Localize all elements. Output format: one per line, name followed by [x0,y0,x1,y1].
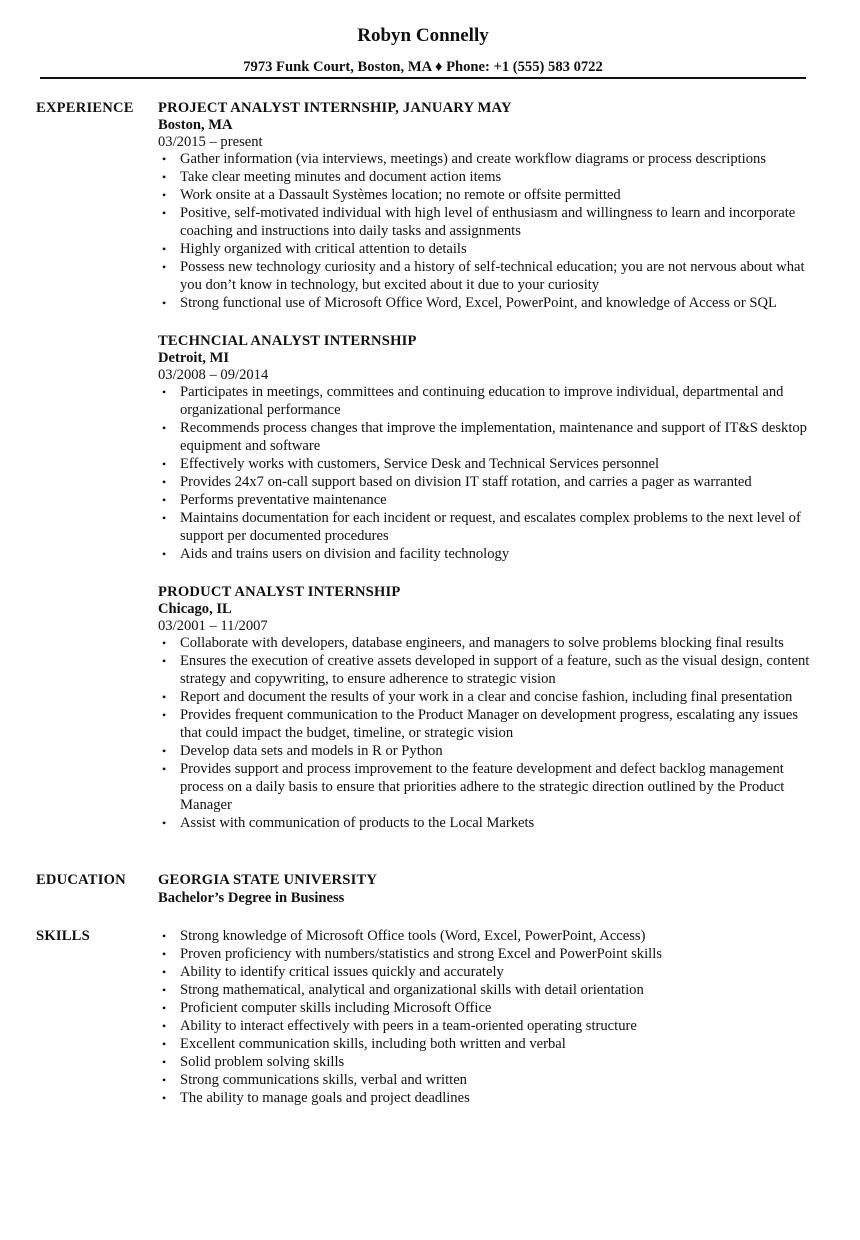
bullet-icon: • [162,690,167,704]
list-item [158,204,818,240]
job-location: Boston, MA [158,117,233,133]
section-label-skills: SKILLS [36,928,90,944]
skill-text: Solid problem solving skills [180,1054,345,1070]
job-title: PRODUCT ANALYST INTERNSHIP [158,584,401,600]
section-label-education: EDUCATION [36,872,126,888]
bullet-icon: • [162,1019,167,1033]
bullet-text: Provides 24x7 on-call support based on division IT staff rotation, and carries a pager as warranted [180,474,752,490]
bullet-text: Assist with communication of products to the Local Markets [180,815,535,831]
list-item [158,742,818,760]
job-title: TECHNCIAL ANALYST INTERNSHIP [158,333,417,349]
experience-body [158,99,818,852]
bullet-icon: • [162,493,167,507]
list-item [158,760,818,814]
bullet-icon: • [162,385,167,399]
candidate-name: Robyn Connelly [357,25,489,46]
bullet-icon: • [162,242,167,256]
list-item [158,1071,818,1089]
list-item [158,240,818,258]
bullet-icon: • [162,457,167,471]
bullet-icon: • [162,188,167,202]
list-item [158,634,818,652]
job-location: Detroit, MI [158,350,230,366]
job-dates: 03/2001 – 11/2007 [158,618,268,634]
bullet-icon: • [162,654,167,668]
bullet-icon: • [162,547,167,561]
list-item [158,999,818,1017]
list-item [158,258,818,294]
job-title: PROJECT ANALYST INTERNSHIP, JANUARY MAY [158,100,512,116]
bullet-text: Highly organized with critical attention to details [180,241,467,257]
list-item [158,150,818,168]
list-item [158,1035,818,1053]
header-divider [40,77,806,79]
list-item [158,294,818,312]
bullet-icon: • [162,152,167,166]
bullet-icon: • [162,170,167,184]
bullet-icon: • [162,296,167,310]
bullet-icon: • [162,929,167,943]
skill-text: Proficient computer skills including Microsoft Office [180,1000,492,1016]
list-item [158,706,818,742]
bullet-text: Possess new technology curiosity and a history of self-technical education; you are not nervous about what you don’t know in technology, but excited about it due to your curiosity [180,259,805,293]
list-item [158,981,818,999]
job-dates: 03/2015 – present [158,134,263,150]
job-entry [158,332,818,563]
job-bullets [158,634,818,832]
job-dates: 03/2008 – 09/2014 [158,367,269,383]
list-item [158,545,818,563]
bullet-text: Aids and trains users on division and facility technology [180,546,510,562]
degree-name: Bachelor’s Degree in Business [158,890,345,906]
list-item [158,473,818,491]
bullet-text: Report and document the results of your work in a clear and concise fashion, including final presentation [180,689,793,705]
section-label-experience: EXPERIENCE [36,100,134,116]
job-location: Chicago, IL [158,601,232,617]
bullet-text: Provides frequent communication to the Product Manager on development progress, escalating any issues that could impact the budget, timeline, or strategic vision [180,707,799,741]
bullet-icon: • [162,511,167,525]
bullet-icon: • [162,816,167,830]
bullet-text: Collaborate with developers, database engineers, and managers to solve problems blocking final results [180,635,784,651]
bullet-text: Take clear meeting minutes and document action items [180,169,502,185]
list-item [158,455,818,473]
list-item [158,168,818,186]
bullet-icon: • [162,636,167,650]
bullet-icon: • [162,708,167,722]
bullet-icon: • [162,1055,167,1069]
bullet-icon: • [162,475,167,489]
bullet-icon: • [162,762,167,776]
bullet-icon: • [162,1001,167,1015]
list-item [158,509,818,545]
bullet-icon: • [162,947,167,961]
list-item [158,1017,818,1035]
skills-body [158,927,818,1107]
list-item [158,491,818,509]
bullet-text: Positive, self-motivated individual with high level of enthusiasm and willingness to learn and incorporate coaching and instructions into daily tasks and assignments [180,205,796,239]
bullet-icon: • [162,260,167,274]
job-bullets [158,150,818,312]
bullet-icon: • [162,744,167,758]
skill-text: Ability to identify critical issues quickly and accurately [180,964,504,980]
skill-text: Excellent communication skills, including both written and verbal [180,1036,566,1052]
school-name: GEORGIA STATE UNIVERSITY [158,872,378,888]
list-item [158,927,818,945]
bullet-text: Performs preventative maintenance [180,492,387,508]
bullet-text: Provides support and process improvement to the feature development and defect backlog management process on a daily basis to ensure that priorities adhere to the strategic direction outlined by the Product Manager [180,761,785,813]
bullet-text: Maintains documentation for each incident or request, and escalates complex problems to the next level of support per documented procedures [180,510,801,544]
list-item [158,419,818,455]
bullet-icon: • [162,983,167,997]
bullet-text: Ensures the execution of creative assets developed in support of a feature, such as the visual design, content strategy and copywriting, to ensure adherence to strategic vision [180,653,810,687]
bullet-text: Develop data sets and models in R or Python [180,743,443,759]
bullet-icon: • [162,206,167,220]
list-item [158,814,818,832]
bullet-text: Recommends process changes that improve the implementation, maintenance and support of IT&S desktop equipment and software [180,420,807,454]
skill-text: Ability to interact effectively with peers in a team-oriented operating structure [180,1018,637,1034]
bullet-text: Gather information (via interviews, meetings) and create workflow diagrams or process descriptions [180,151,766,167]
skill-text: Strong knowledge of Microsoft Office tools (Word, Excel, PowerPoint, Access) [180,928,646,944]
skills-list [158,927,818,1107]
skill-text: Proven proficiency with numbers/statistics and strong Excel and PowerPoint skills [180,946,662,962]
bullet-text: Strong functional use of Microsoft Office Word, Excel, PowerPoint, and knowledge of Access or SQL [180,295,777,311]
list-item [158,652,818,688]
bullet-text: Work onsite at a Dassault Systèmes location; no remote or offsite permitted [180,187,621,203]
list-item [158,383,818,419]
education-body [158,871,818,908]
list-item [158,1053,818,1071]
list-item [158,945,818,963]
skill-text: Strong mathematical, analytical and organizational skills with detail orientation [180,982,644,998]
list-item [158,963,818,981]
job-entry [158,99,818,312]
contact-line: 7973 Funk Court, Boston, MA ♦ Phone: +1 (555) 583 0722 [243,59,603,75]
bullet-icon: • [162,421,167,435]
bullet-icon: • [162,1037,167,1051]
list-item [158,1089,818,1107]
skill-text: The ability to manage goals and project deadlines [180,1090,470,1106]
bullet-icon: • [162,1073,167,1087]
bullet-text: Effectively works with customers, Service Desk and Technical Services personnel [180,456,660,472]
bullet-icon: • [162,1091,167,1105]
list-item [158,186,818,204]
job-entry [158,583,818,832]
resume-header [40,24,806,76]
skill-text: Strong communications skills, verbal and written [180,1072,467,1088]
bullet-text: Participates in meetings, committees and continuing education to improve individual, departmental and organizational performance [180,384,784,418]
list-item [158,688,818,706]
job-bullets [158,383,818,563]
bullet-icon: • [162,965,167,979]
